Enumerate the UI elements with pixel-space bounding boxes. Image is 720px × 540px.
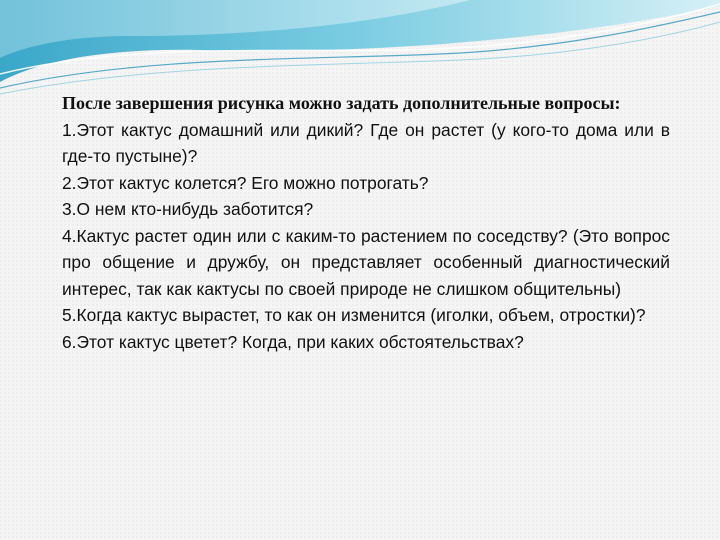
slide-heading: После завершения рисунка можно задать дополнительные вопросы: [62, 93, 621, 113]
question-number: 1. [62, 119, 77, 140]
decorative-wave-header [0, 0, 720, 100]
question-number: 2. [62, 172, 77, 193]
question-item-4 [62, 223, 670, 303]
question-text: О нем кто-нибудь заботится? [76, 199, 314, 219]
question-number: 3. [62, 199, 77, 219]
question-item-6 [62, 329, 670, 356]
question-item-3 [62, 196, 670, 223]
question-text: Кактус растет один или с каким-то растением по соседству? (Это вопрос про общение и дружбу, он представляет особенный диагностический интерес, так как кактусы по своей природе не слишком общительны) [62, 225, 670, 299]
question-item-2 [62, 170, 670, 197]
question-item-5 [62, 302, 670, 329]
question-number: 6. [62, 331, 77, 352]
question-number: 4. [62, 225, 77, 246]
text-body [62, 90, 670, 355]
question-text: Этот кактус колется? Его можно потрогать? [76, 172, 429, 193]
question-text: Когда кактус вырастет, то как он изменится (иголки, объем, отростки)? [76, 305, 646, 325]
question-number: 5. [62, 305, 77, 325]
question-text: Этот кактус домашний или дикий? Где он растет (у кого-то дома или в где-то пустыне)? [62, 119, 670, 166]
question-item-1 [62, 117, 670, 170]
question-text: Этот кактус цветет? Когда, при каких обстоятельствах? [76, 331, 524, 352]
